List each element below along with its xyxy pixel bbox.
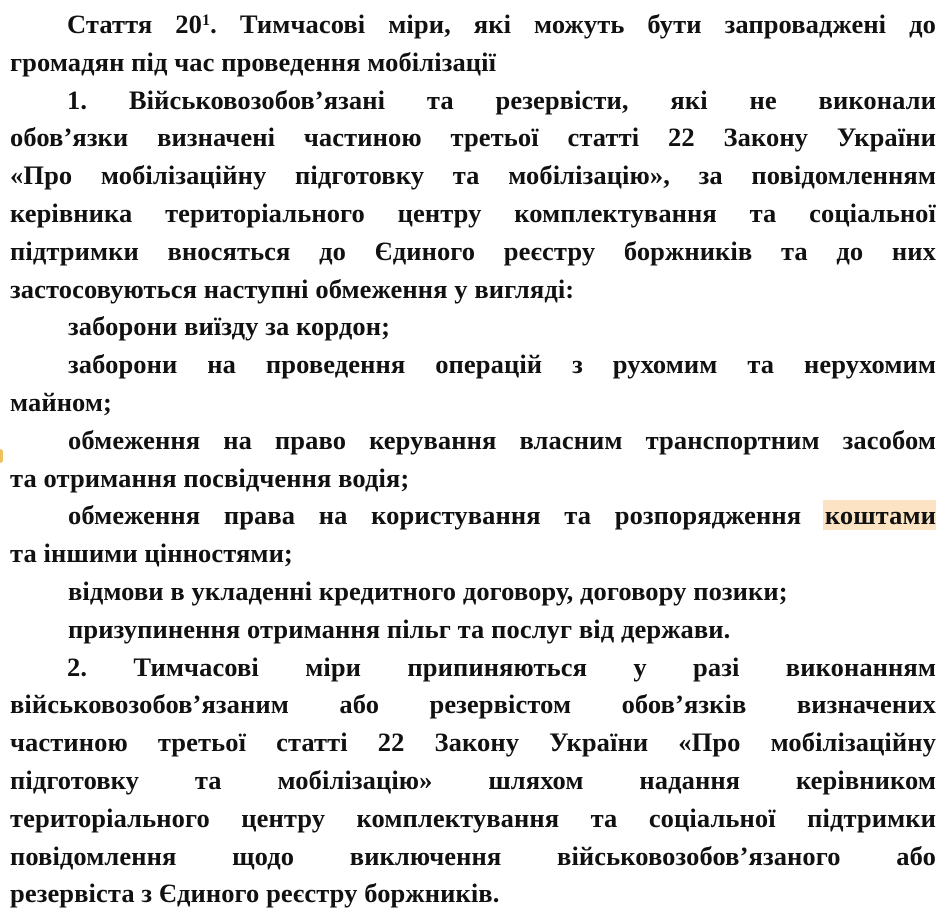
paragraph-1-line-5: підтримки вносяться до Єдиного реєстру боржників та до них [10,235,936,266]
article-superscript: 1 [202,12,211,29]
paragraph-2-line-2: військовозобов’язаним або резервістом обов’язків визначених [10,689,936,720]
restriction-2-line-1: заборони на проведення операцій з рухомим та нерухомим [68,349,936,380]
restriction-6: призупинення отримання пільг та послуг від держави. [68,613,731,644]
paragraph-1-line-4: керівника територіального центру комплектування та соціальної [10,197,936,228]
paragraph-1-line-1: 1. Військовозобов’язані та резервісти, які не виконали [67,84,936,115]
paragraph-1-line-2: обов’язки визначені частиною третьої статті 22 Закону України [10,122,936,153]
paragraph-2-line-4: підготовку та мобілізацію» шляхом надання керівником [10,764,936,795]
restriction-3-line-1: обмеження на право керування власним транспортним засобом [68,424,936,455]
article-title-line-1 [10,6,936,44]
restriction-4-text: обмеження права на користування та розпорядження [68,500,802,531]
restriction-1: заборони виїзду за кордон; [68,311,391,342]
article-title-text: . Тимчасові міри, які можуть бути запроваджені до [210,9,936,39]
paragraph-2-line-7: резервіста з Єдиного реєстру боржників. [10,878,500,909]
edge-marker [0,449,3,463]
restriction-4-line-2: та іншими цінностями; [10,538,293,569]
restriction-3-line-2: та отримання посвідчення водія; [10,462,410,493]
restriction-2-line-2: майном; [10,386,112,417]
highlighted-word: коштами [824,500,936,531]
article-number: Стаття 20 [67,9,202,39]
paragraph-1-line-3: «Про мобілізаційну підготовку та мобілізацію», за повідомленням [10,160,936,191]
article-title-line-2: громадян під час проведення мобілізації [10,46,497,77]
restriction-5: відмови в укладенні кредитного договору, договору позики; [68,575,788,606]
restriction-4-line-1 [10,497,936,535]
paragraph-2-line-1: 2. Тимчасові міри припиняються у разі виконанням [67,651,936,682]
document-page [10,6,936,913]
paragraph-1-line-6: застосовуються наступні обмеження у вигляді: [10,273,575,304]
paragraph-2-line-5: територіального центру комплектування та соціальної підтримки [10,802,936,833]
paragraph-2-line-3: частиною третьої статті 22 Закону України «Про мобілізаційну [10,727,936,758]
paragraph-2-line-6: повідомлення щодо виключення військовозобов’язаного або [10,840,936,871]
